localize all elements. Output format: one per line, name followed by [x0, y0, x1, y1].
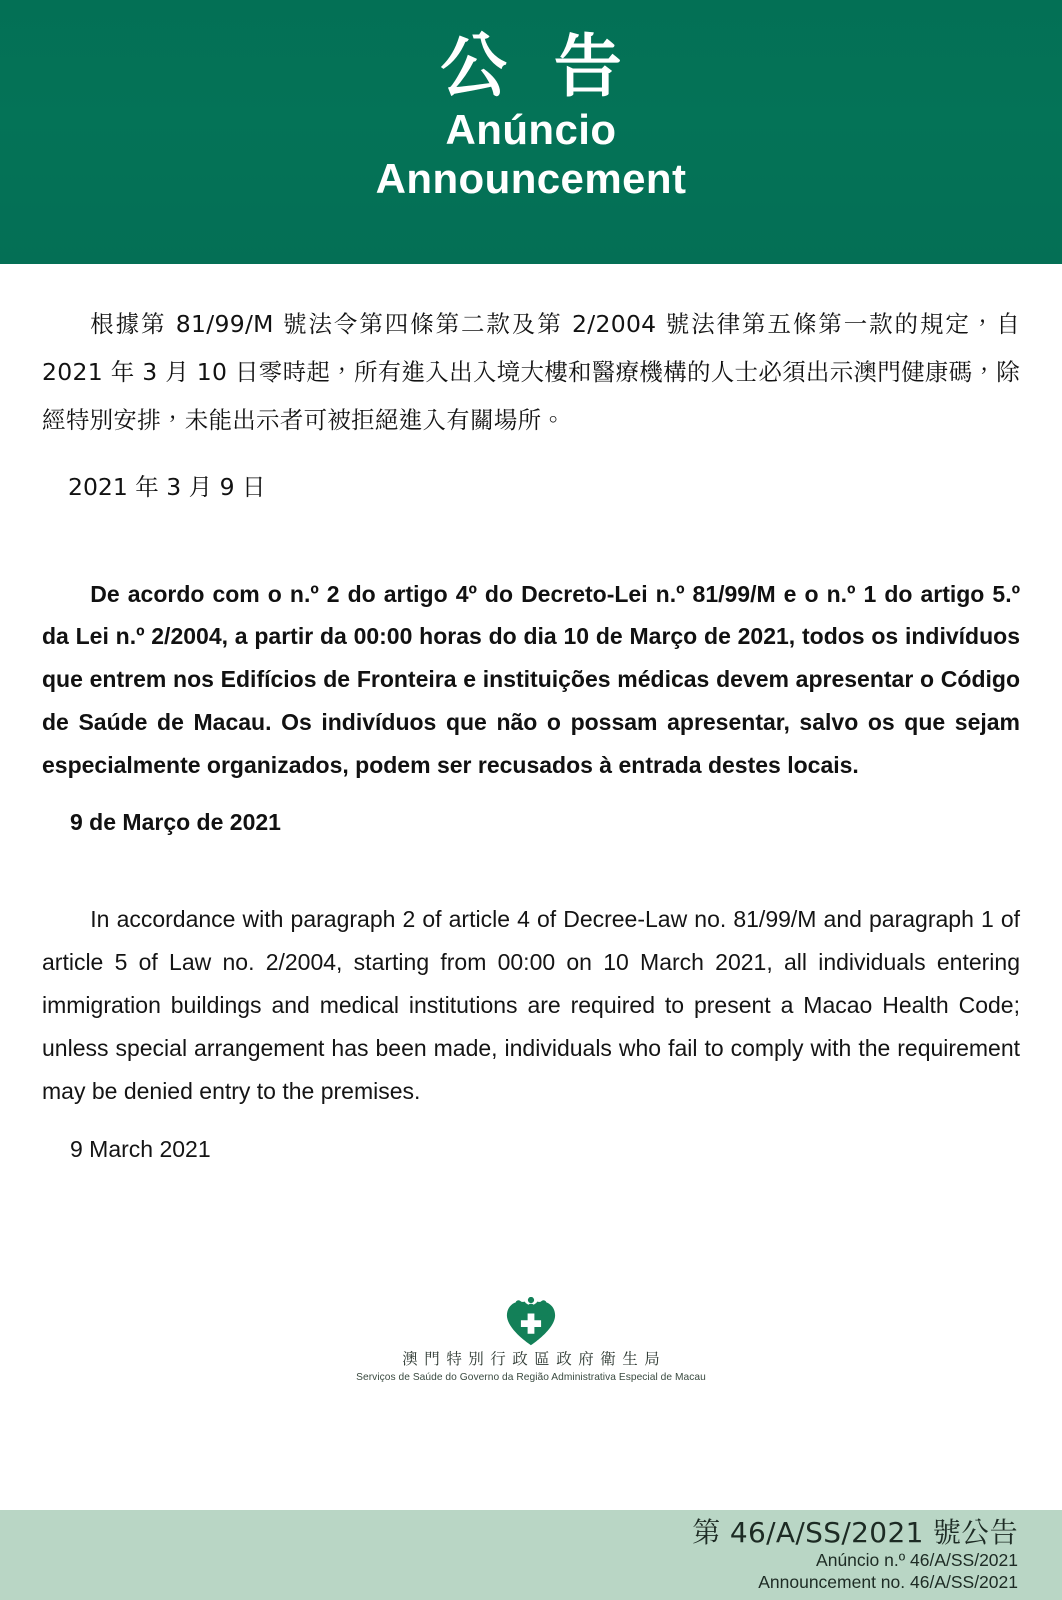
seal-name-chinese: 澳門特別行政區政府衛生局	[402, 1350, 667, 1369]
banner-title-english: Announcement	[375, 155, 687, 203]
chinese-date: 2021 年 3 月 9 日	[68, 472, 266, 501]
health-bureau-seal	[0, 1297, 1062, 1384]
announcement-body	[0, 264, 1062, 1510]
seal-name-portuguese: Serviços de Saúde do Governo da Região Administrativa Especial de Macau	[356, 1371, 706, 1383]
portuguese-date: 9 de Março de 2021	[70, 808, 281, 835]
footer-reference-chinese: 第 46/A/SS/2021 號公告	[692, 1516, 1018, 1549]
health-bureau-heart-cross-logo-icon	[504, 1297, 558, 1347]
banner-title-portuguese: Anúncio	[445, 106, 617, 153]
english-paragraph: In accordance with paragraph 2 of article 4 of Decree-Law no. 81/99/M and paragraph 1 of article 5 of Law no. 2/2004, starting from 00:00 on 10 March 2021, all individuals entering immigration buildings and medical institutions are required to present a Macao Health Code; unless special arrangement has been made, individuals who fail to comply with the requirement may be denied entry to the premises.	[42, 905, 1020, 1105]
portuguese-paragraph: De acordo com o n.º 2 do artigo 4º do Decreto-Lei n.º 81/99/M e o n.º 1 do artigo 5.º da Lei n.º 2/2004, a partir da 00:00 horas do dia 10 de Março de 2021, todos os indivíduos que entrem nos Edifícios de Fronteira e instituições médicas devem apresentar o Código de Saúde de Macau. Os indivíduos que não o possam apresentar, salvo os que sejam especialmente organizados, podem ser recusados à entrada destes locais.	[42, 580, 1020, 778]
banner-title-chinese: 公 告	[440, 28, 633, 107]
announcement-footer	[0, 1510, 1062, 1600]
footer-reference-portuguese: Anúncio n.º 46/A/SS/2021	[816, 1549, 1018, 1570]
english-date: 9 March 2021	[70, 1135, 211, 1162]
footer-reference-english: Announcement no. 46/A/SS/2021	[758, 1571, 1018, 1592]
announcement-banner	[0, 0, 1062, 264]
chinese-paragraph: 根據第 81/99/M 號法令第四條第二款及第 2/2004 號法律第五條第一款的規定，自 2021 年 3 月 10 日零時起，所有進入出入境大樓和醫療機構的人士必須出示澳門健康碼，除經特別安排，未能出示者可被拒絕進入有關場所。	[42, 310, 1020, 435]
